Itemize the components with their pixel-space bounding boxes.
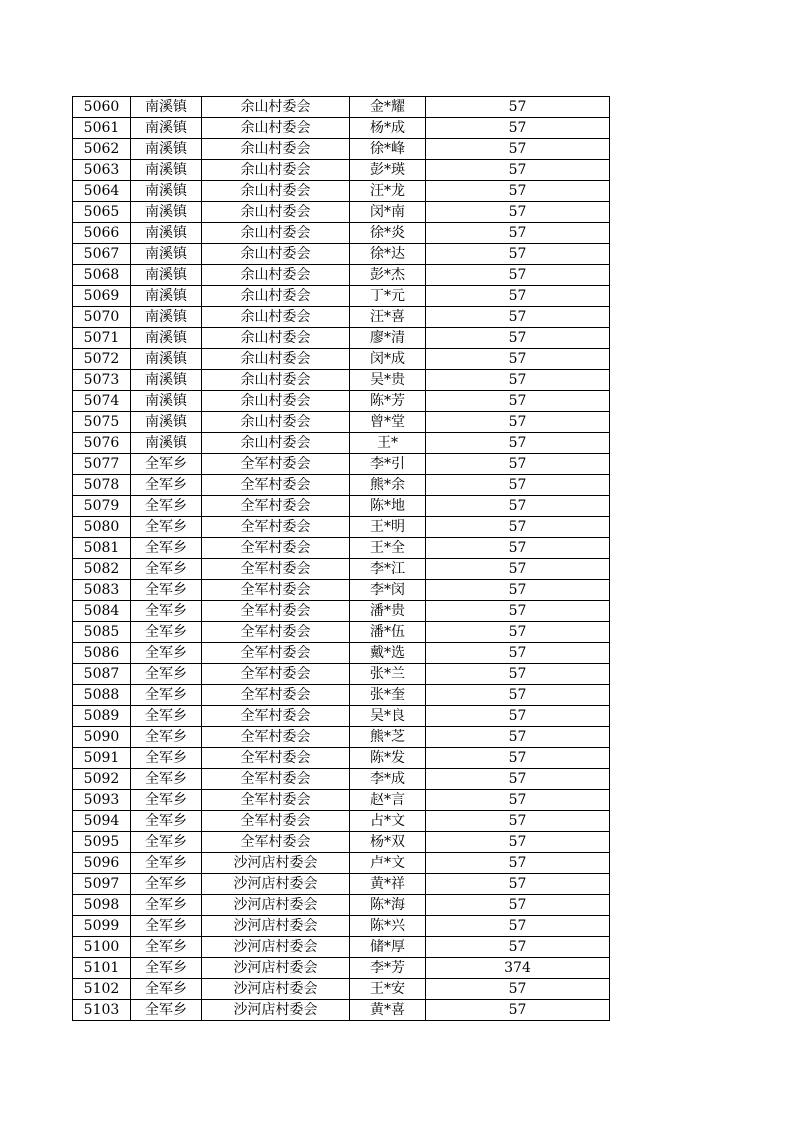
row-number-cell: 5088 [73,685,131,706]
row-number-cell: 5099 [73,916,131,937]
township-cell: 南溪镇 [131,223,202,244]
row-number-cell: 5081 [73,538,131,559]
row-number-cell: 5102 [73,979,131,1000]
village-committee-cell: 沙河店村委会 [202,937,350,958]
row-number-cell: 5066 [73,223,131,244]
table-row [73,1000,610,1021]
table-row [73,181,610,202]
name-cell: 闵*南 [350,202,426,223]
table-body [73,97,610,1021]
table-row [73,538,610,559]
township-cell: 全军乡 [131,643,202,664]
township-cell: 南溪镇 [131,370,202,391]
township-cell: 全军乡 [131,496,202,517]
township-cell: 南溪镇 [131,286,202,307]
township-cell: 南溪镇 [131,349,202,370]
table-row [73,97,610,118]
row-number-cell: 5093 [73,790,131,811]
amount-cell: 57 [426,559,610,580]
township-cell: 南溪镇 [131,328,202,349]
township-cell: 全军乡 [131,937,202,958]
amount-cell: 57 [426,580,610,601]
amount-cell: 57 [426,937,610,958]
township-cell: 全军乡 [131,748,202,769]
table-row [73,685,610,706]
table-row [73,391,610,412]
village-committee-cell: 全军村委会 [202,622,350,643]
village-committee-cell: 全军村委会 [202,664,350,685]
amount-cell: 57 [426,454,610,475]
village-committee-cell: 余山村委会 [202,391,350,412]
township-cell: 全军乡 [131,475,202,496]
village-committee-cell: 余山村委会 [202,244,350,265]
row-number-cell: 5067 [73,244,131,265]
village-committee-cell: 余山村委会 [202,118,350,139]
village-committee-cell: 沙河店村委会 [202,979,350,1000]
table-row [73,601,610,622]
name-cell: 汪*龙 [350,181,426,202]
village-committee-cell: 余山村委会 [202,139,350,160]
table-row [73,664,610,685]
row-number-cell: 5078 [73,475,131,496]
township-cell: 全军乡 [131,580,202,601]
table-row [73,223,610,244]
row-number-cell: 5101 [73,958,131,979]
name-cell: 杨*成 [350,118,426,139]
name-cell: 闵*成 [350,349,426,370]
table-row [73,559,610,580]
amount-cell: 57 [426,601,610,622]
table-row [73,496,610,517]
name-cell: 陈*海 [350,895,426,916]
township-cell: 全军乡 [131,811,202,832]
township-cell: 全军乡 [131,538,202,559]
village-committee-cell: 全军村委会 [202,832,350,853]
row-number-cell: 5097 [73,874,131,895]
name-cell: 赵*言 [350,790,426,811]
township-cell: 全军乡 [131,853,202,874]
township-cell: 全军乡 [131,727,202,748]
amount-cell: 57 [426,916,610,937]
table-row [73,580,610,601]
table-row [73,244,610,265]
amount-cell: 57 [426,475,610,496]
township-cell: 南溪镇 [131,265,202,286]
table-row [73,916,610,937]
name-cell: 曾*堂 [350,412,426,433]
village-committee-cell: 余山村委会 [202,328,350,349]
name-cell: 王*安 [350,979,426,1000]
name-cell: 廖*清 [350,328,426,349]
table-row [73,412,610,433]
name-cell: 戴*选 [350,643,426,664]
name-cell: 张*奎 [350,685,426,706]
township-cell: 全军乡 [131,664,202,685]
table-row [73,265,610,286]
row-number-cell: 5076 [73,433,131,454]
amount-cell: 57 [426,748,610,769]
amount-cell: 57 [426,160,610,181]
township-cell: 全军乡 [131,916,202,937]
amount-cell: 57 [426,832,610,853]
amount-cell: 57 [426,685,610,706]
table-row [73,643,610,664]
row-number-cell: 5103 [73,1000,131,1021]
name-cell: 王*明 [350,517,426,538]
township-cell: 南溪镇 [131,412,202,433]
row-number-cell: 5064 [73,181,131,202]
table-row [73,328,610,349]
village-committee-cell: 全军村委会 [202,559,350,580]
township-cell: 全军乡 [131,895,202,916]
village-committee-cell: 全军村委会 [202,790,350,811]
village-committee-cell: 余山村委会 [202,307,350,328]
village-committee-cell: 全军村委会 [202,748,350,769]
township-cell: 全军乡 [131,790,202,811]
row-number-cell: 5071 [73,328,131,349]
row-number-cell: 5062 [73,139,131,160]
row-number-cell: 5087 [73,664,131,685]
township-cell: 全军乡 [131,559,202,580]
village-committee-cell: 全军村委会 [202,580,350,601]
township-cell: 全军乡 [131,454,202,475]
township-cell: 南溪镇 [131,118,202,139]
table-row [73,517,610,538]
name-cell: 储*厚 [350,937,426,958]
township-cell: 全军乡 [131,685,202,706]
village-committee-cell: 余山村委会 [202,223,350,244]
township-cell: 全军乡 [131,769,202,790]
name-cell: 熊*余 [350,475,426,496]
table-row [73,958,610,979]
row-number-cell: 5065 [73,202,131,223]
amount-cell: 57 [426,790,610,811]
name-cell: 金*耀 [350,97,426,118]
name-cell: 彭*瑛 [350,160,426,181]
amount-cell: 57 [426,328,610,349]
row-number-cell: 5095 [73,832,131,853]
village-committee-cell: 全军村委会 [202,811,350,832]
name-cell: 王* [350,433,426,454]
row-number-cell: 5075 [73,412,131,433]
village-committee-cell: 余山村委会 [202,370,350,391]
name-cell: 陈*芳 [350,391,426,412]
table-row [73,874,610,895]
row-number-cell: 5060 [73,97,131,118]
table-row [73,160,610,181]
table-row [73,454,610,475]
township-cell: 南溪镇 [131,433,202,454]
table-row [73,622,610,643]
row-number-cell: 5077 [73,454,131,475]
row-number-cell: 5082 [73,559,131,580]
name-cell: 李*成 [350,769,426,790]
village-committee-cell: 沙河店村委会 [202,958,350,979]
amount-cell: 57 [426,139,610,160]
township-cell: 南溪镇 [131,97,202,118]
table-row [73,286,610,307]
amount-cell: 374 [426,958,610,979]
row-number-cell: 5084 [73,601,131,622]
row-number-cell: 5069 [73,286,131,307]
name-cell: 张*兰 [350,664,426,685]
name-cell: 吴*贵 [350,370,426,391]
row-number-cell: 5061 [73,118,131,139]
row-number-cell: 5068 [73,265,131,286]
amount-cell: 57 [426,349,610,370]
village-committee-cell: 全军村委会 [202,496,350,517]
village-committee-cell: 全军村委会 [202,643,350,664]
row-number-cell: 5098 [73,895,131,916]
name-cell: 丁*元 [350,286,426,307]
name-cell: 徐*峰 [350,139,426,160]
row-number-cell: 5089 [73,706,131,727]
township-cell: 全军乡 [131,1000,202,1021]
row-number-cell: 5079 [73,496,131,517]
row-number-cell: 5083 [73,580,131,601]
amount-cell: 57 [426,706,610,727]
amount-cell: 57 [426,391,610,412]
table-row [73,706,610,727]
row-number-cell: 5091 [73,748,131,769]
township-cell: 全军乡 [131,517,202,538]
amount-cell: 57 [426,769,610,790]
township-cell: 南溪镇 [131,244,202,265]
row-number-cell: 5072 [73,349,131,370]
amount-cell: 57 [426,223,610,244]
name-cell: 熊*芝 [350,727,426,748]
name-cell: 潘*伍 [350,622,426,643]
name-cell: 李*引 [350,454,426,475]
name-cell: 占*文 [350,811,426,832]
village-committee-cell: 沙河店村委会 [202,1000,350,1021]
row-number-cell: 5063 [73,160,131,181]
row-number-cell: 5085 [73,622,131,643]
amount-cell: 57 [426,433,610,454]
village-committee-cell: 全军村委会 [202,601,350,622]
name-cell: 潘*贵 [350,601,426,622]
table-row [73,853,610,874]
village-committee-cell: 余山村委会 [202,202,350,223]
amount-cell: 57 [426,181,610,202]
amount-cell: 57 [426,874,610,895]
name-cell: 王*全 [350,538,426,559]
name-cell: 徐*炎 [350,223,426,244]
amount-cell: 57 [426,118,610,139]
village-committee-cell: 余山村委会 [202,433,350,454]
table-row [73,118,610,139]
village-committee-cell: 余山村委会 [202,97,350,118]
village-committee-cell: 全军村委会 [202,706,350,727]
name-cell: 汪*喜 [350,307,426,328]
name-cell: 徐*达 [350,244,426,265]
township-cell: 全军乡 [131,832,202,853]
township-cell: 南溪镇 [131,391,202,412]
village-committee-cell: 全军村委会 [202,454,350,475]
township-cell: 全军乡 [131,601,202,622]
village-committee-cell: 余山村委会 [202,160,350,181]
table-row [73,832,610,853]
amount-cell: 57 [426,643,610,664]
name-cell: 杨*双 [350,832,426,853]
name-cell: 李*芳 [350,958,426,979]
data-table [72,96,610,1021]
table-row [73,307,610,328]
amount-cell: 57 [426,1000,610,1021]
name-cell: 黄*祥 [350,874,426,895]
table-row [73,790,610,811]
row-number-cell: 5073 [73,370,131,391]
township-cell: 南溪镇 [131,139,202,160]
amount-cell: 57 [426,517,610,538]
township-cell: 南溪镇 [131,160,202,181]
village-committee-cell: 全军村委会 [202,475,350,496]
amount-cell: 57 [426,307,610,328]
amount-cell: 57 [426,370,610,391]
table-row [73,370,610,391]
township-cell: 全军乡 [131,979,202,1000]
township-cell: 全军乡 [131,958,202,979]
amount-cell: 57 [426,727,610,748]
village-committee-cell: 全军村委会 [202,769,350,790]
table-row [73,433,610,454]
village-committee-cell: 沙河店村委会 [202,853,350,874]
amount-cell: 57 [426,97,610,118]
table-row [73,811,610,832]
name-cell: 吴*良 [350,706,426,727]
amount-cell: 57 [426,244,610,265]
name-cell: 陈*发 [350,748,426,769]
township-cell: 南溪镇 [131,181,202,202]
village-committee-cell: 全军村委会 [202,685,350,706]
table-row [73,349,610,370]
amount-cell: 57 [426,664,610,685]
village-committee-cell: 沙河店村委会 [202,916,350,937]
row-number-cell: 5090 [73,727,131,748]
name-cell: 陈*兴 [350,916,426,937]
table-row [73,748,610,769]
table-row [73,979,610,1000]
name-cell: 陈*地 [350,496,426,517]
row-number-cell: 5096 [73,853,131,874]
village-committee-cell: 全军村委会 [202,727,350,748]
amount-cell: 57 [426,979,610,1000]
name-cell: 黄*喜 [350,1000,426,1021]
village-committee-cell: 全军村委会 [202,538,350,559]
amount-cell: 57 [426,202,610,223]
village-committee-cell: 余山村委会 [202,349,350,370]
row-number-cell: 5086 [73,643,131,664]
township-cell: 全军乡 [131,622,202,643]
table-row [73,202,610,223]
name-cell: 卢*文 [350,853,426,874]
amount-cell: 57 [426,538,610,559]
township-cell: 全军乡 [131,874,202,895]
village-committee-cell: 余山村委会 [202,265,350,286]
name-cell: 李*闵 [350,580,426,601]
amount-cell: 57 [426,811,610,832]
table-row [73,769,610,790]
township-cell: 南溪镇 [131,307,202,328]
table-row [73,895,610,916]
village-committee-cell: 沙河店村委会 [202,874,350,895]
amount-cell: 57 [426,895,610,916]
amount-cell: 57 [426,412,610,433]
village-committee-cell: 全军村委会 [202,517,350,538]
amount-cell: 57 [426,853,610,874]
row-number-cell: 5070 [73,307,131,328]
row-number-cell: 5100 [73,937,131,958]
row-number-cell: 5074 [73,391,131,412]
village-committee-cell: 余山村委会 [202,286,350,307]
table-row [73,937,610,958]
row-number-cell: 5080 [73,517,131,538]
row-number-cell: 5094 [73,811,131,832]
row-number-cell: 5092 [73,769,131,790]
township-cell: 全军乡 [131,706,202,727]
name-cell: 李*江 [350,559,426,580]
village-committee-cell: 余山村委会 [202,412,350,433]
name-cell: 彭*杰 [350,265,426,286]
village-committee-cell: 沙河店村委会 [202,895,350,916]
amount-cell: 57 [426,496,610,517]
amount-cell: 57 [426,286,610,307]
table-row [73,139,610,160]
village-committee-cell: 余山村委会 [202,181,350,202]
amount-cell: 57 [426,265,610,286]
township-cell: 南溪镇 [131,202,202,223]
table-row [73,727,610,748]
table-row [73,475,610,496]
amount-cell: 57 [426,622,610,643]
